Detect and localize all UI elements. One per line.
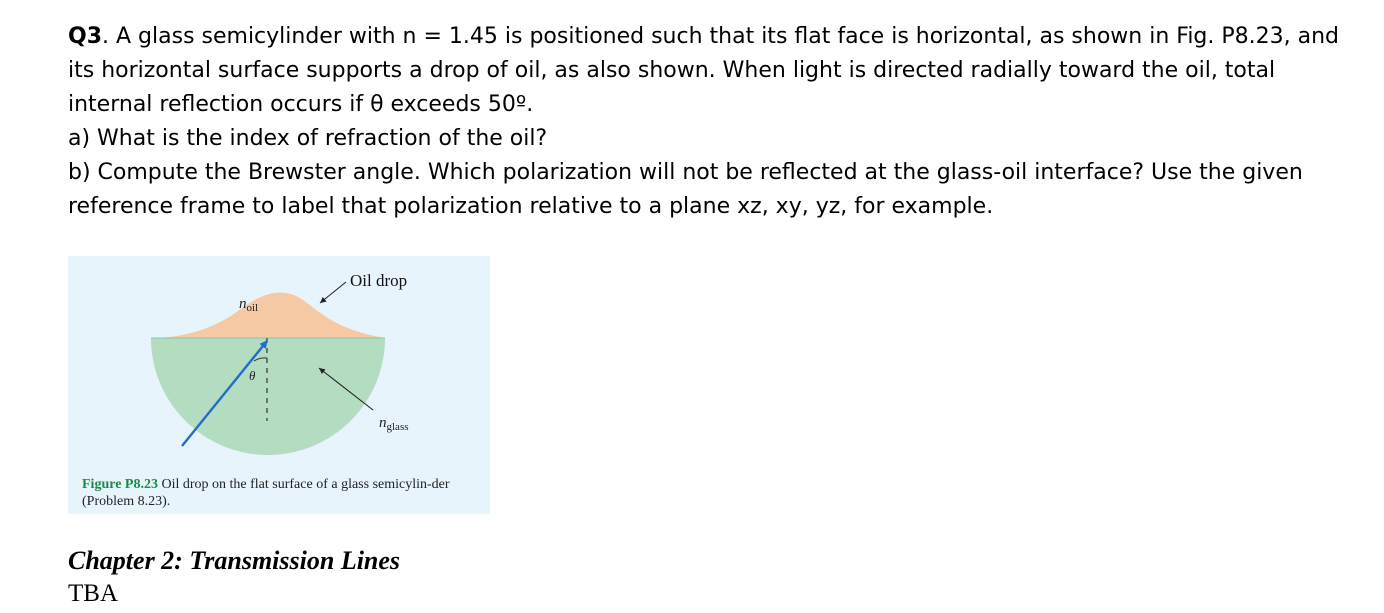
question-label: Q3 bbox=[68, 24, 103, 49]
n-oil-label bbox=[239, 296, 258, 314]
glass-semicylinder bbox=[151, 338, 385, 455]
question-intro-text: . A glass semicylinder with n = 1.45 is positioned such that its flat face is horizontal, as shown in Fig. P8.23, and its horizontal surface supports a drop of oil, as also shown. When light is directed radially toward the oil, total internal reflection occurs if θ exceeds 50º. bbox=[68, 24, 1340, 117]
n-glass-symbol: n bbox=[379, 415, 387, 431]
question-part-b: b) Compute the Brewster angle. Which polarization will not be reflected at the glass-oil interface? Use the given reference frame to label that polarization relative to a plane xz, xy, yz, for example. bbox=[68, 160, 1303, 219]
chapter-body: TBA bbox=[68, 580, 118, 607]
figure-caption-text: Oil drop on the flat surface of a glass semicylin-der (Problem 8.23). bbox=[82, 477, 450, 509]
oil-drop-label: Oil drop bbox=[350, 271, 408, 290]
question-part-a: a) What is the index of refraction of the oil? bbox=[68, 126, 548, 151]
oil-drop-shape bbox=[151, 293, 385, 338]
question-text bbox=[68, 20, 1358, 224]
chapter-heading: Chapter 2: Transmission Lines bbox=[68, 546, 401, 575]
theta-label: θ bbox=[249, 368, 256, 383]
oil-drop-leader bbox=[320, 282, 346, 303]
n-oil-symbol: n bbox=[239, 296, 247, 312]
question-intro bbox=[68, 20, 1358, 122]
n-oil-subscript: oil bbox=[246, 302, 259, 314]
figure-caption-number: Figure P8.23 bbox=[82, 477, 158, 492]
figure-p8-23 bbox=[68, 256, 490, 514]
n-glass-label bbox=[379, 415, 409, 433]
n-glass-subscript: glass bbox=[386, 421, 409, 433]
figure-caption bbox=[82, 476, 482, 510]
